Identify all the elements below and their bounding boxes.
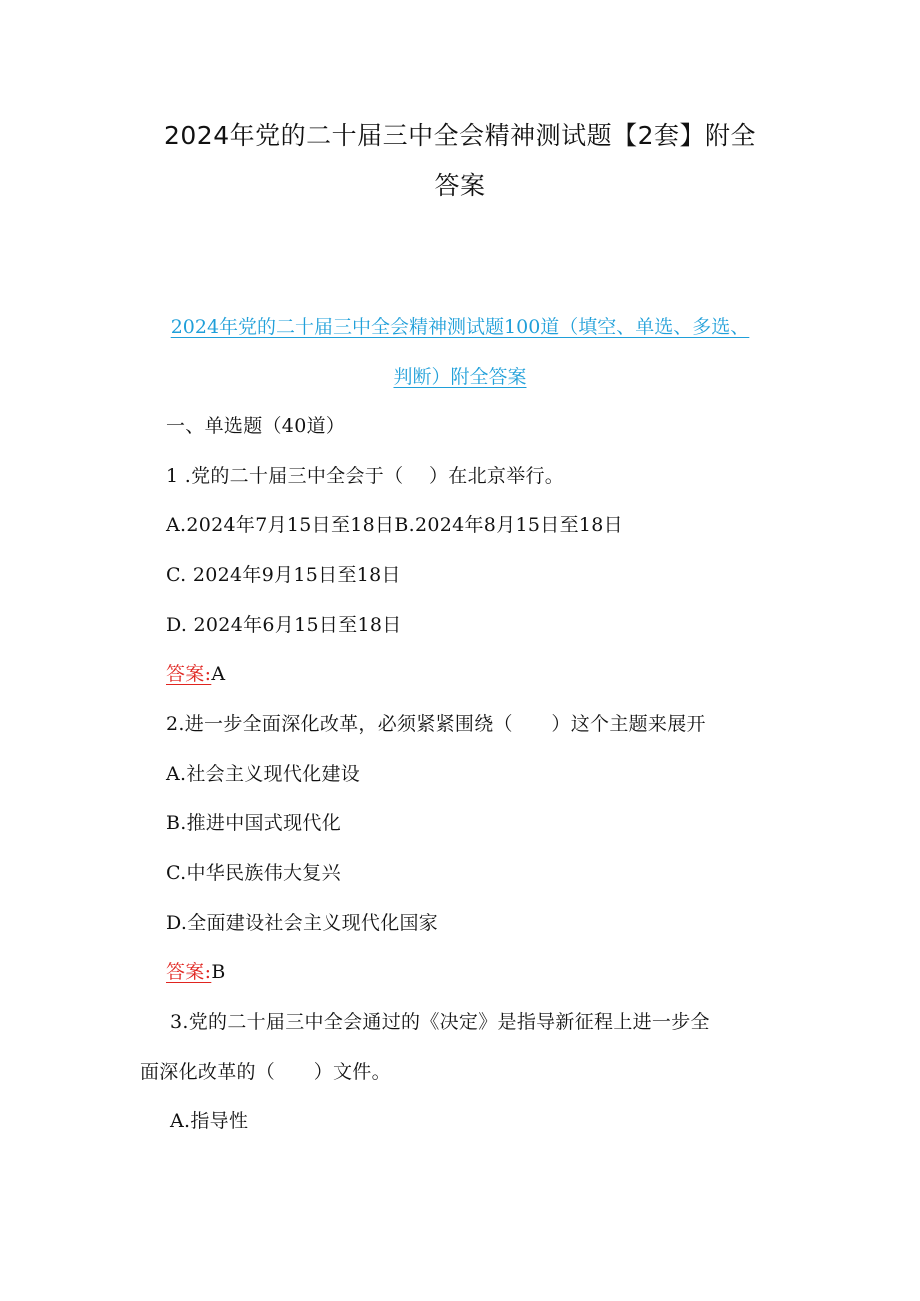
question-1-stem: 1 .党的二十届三中全会于（ ）在北京举行。 bbox=[166, 465, 565, 487]
question-3-stem-line-2: 面深化改革的（ ）文件。 bbox=[140, 1061, 391, 1083]
question-2-option-a: A.社会主义现代化建设 bbox=[166, 763, 361, 785]
question-2-option-b: B.推进中国式现代化 bbox=[166, 812, 342, 834]
answer-label: 答案: bbox=[166, 961, 212, 983]
question-2-answer bbox=[166, 957, 226, 984]
question-2-option-d: D.全面建设社会主义现代化国家 bbox=[166, 912, 439, 934]
subtitle-link-line-1[interactable]: 2024年党的二十届三中全会精神测试题100道（填空、单选、多选、 bbox=[170, 316, 750, 338]
question-1-option-c: C. 2024年9月15日至18日 bbox=[166, 564, 401, 586]
subtitle-link-line-2[interactable]: 判断）附全答案 bbox=[393, 366, 527, 388]
question-1-option-d: D. 2024年6月15日至18日 bbox=[166, 614, 402, 636]
question-3-stem-line-1: 3.党的二十届三中全会通过的《决定》是指导新征程上进一步全 bbox=[170, 1011, 710, 1033]
answer-label: 答案: bbox=[166, 663, 212, 685]
answer-value: A bbox=[211, 663, 226, 685]
answer-value: B bbox=[211, 961, 226, 983]
section-heading: 一、单选题（40道） bbox=[166, 415, 346, 437]
document-title-line-1: 2024年党的二十届三中全会精神测试题【2套】附全 bbox=[163, 121, 757, 150]
question-3-option-a: A.指导性 bbox=[170, 1110, 249, 1132]
question-2-stem: 2.进一步全面深化改革，必须紧紧围绕（ ）这个主题来展开 bbox=[166, 713, 706, 735]
document-title-line-2: 答案 bbox=[434, 171, 486, 200]
question-1-option-a-b: A.2024年7月15日至18日B.2024年8月15日至18日 bbox=[166, 514, 623, 536]
question-1-answer bbox=[166, 659, 225, 686]
question-2-option-c: C.中华民族伟大复兴 bbox=[166, 862, 341, 884]
